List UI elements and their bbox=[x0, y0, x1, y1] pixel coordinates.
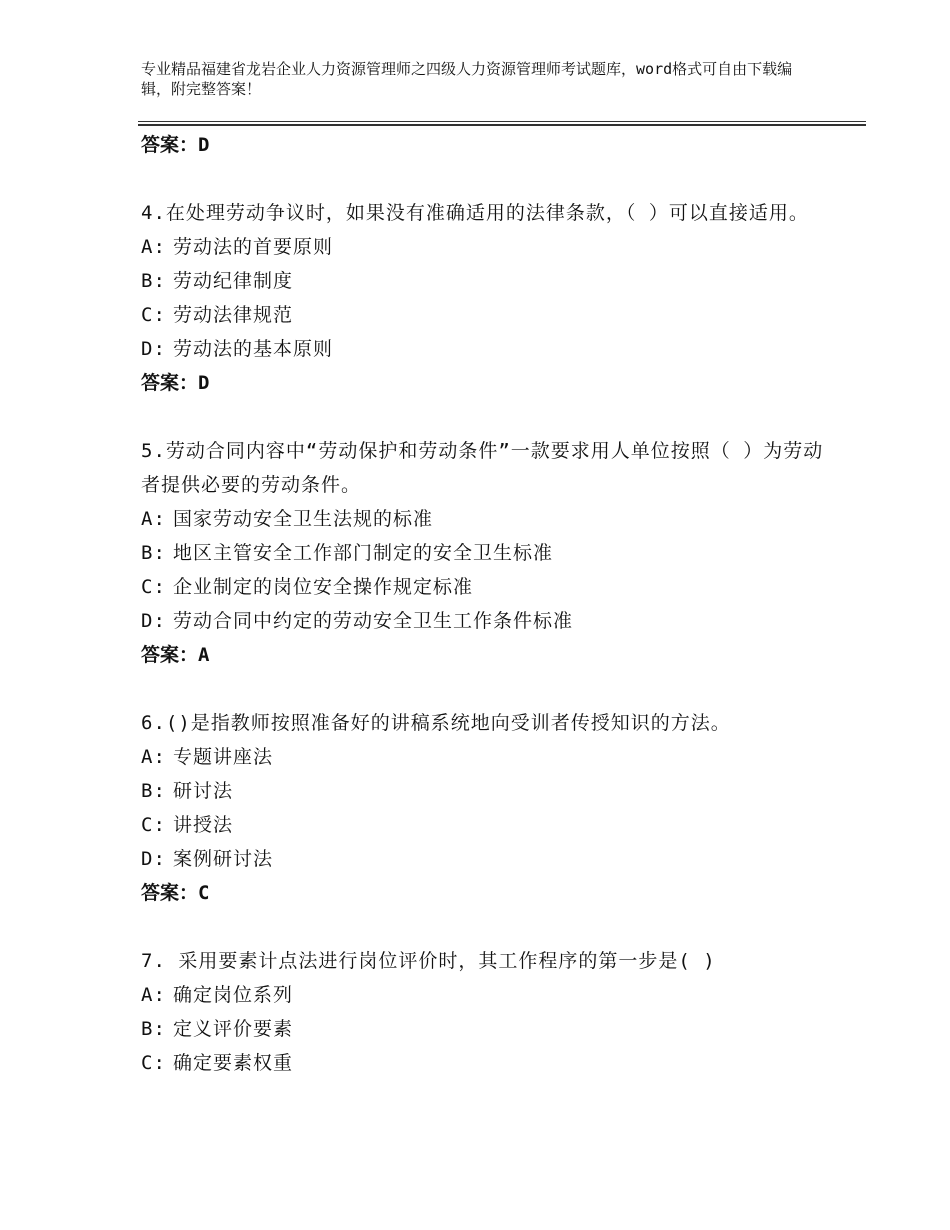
option-text: 案例研讨法 bbox=[173, 848, 274, 870]
question-text: 7. 采用要素计点法进行岗位评价时，其工作程序的第一步是( ) bbox=[141, 950, 716, 972]
option-letter: C: bbox=[141, 304, 166, 326]
option-text: 研讨法 bbox=[173, 780, 234, 802]
option-letter: C: bbox=[141, 1052, 166, 1074]
spacer bbox=[141, 400, 831, 434]
option-a bbox=[141, 978, 831, 1012]
option-text: 讲授法 bbox=[173, 814, 234, 836]
option-letter: A: bbox=[141, 508, 166, 530]
option-letter: D: bbox=[141, 338, 166, 360]
header-rule-thick bbox=[138, 124, 866, 126]
option-c bbox=[141, 1046, 831, 1080]
answer-line: 答案：A bbox=[141, 644, 210, 666]
option-text: 劳动纪律制度 bbox=[173, 270, 294, 292]
answer-line: 答案：D bbox=[141, 372, 210, 394]
option-letter: C: bbox=[141, 576, 166, 598]
option-text: 劳动法的基本原则 bbox=[173, 338, 334, 360]
option-text: 专题讲座法 bbox=[173, 746, 274, 768]
option-letter: B: bbox=[141, 1018, 166, 1040]
option-letter: A: bbox=[141, 984, 166, 1006]
option-text: 劳动合同中约定的劳动安全卫生工作条件标准 bbox=[173, 610, 574, 632]
option-c bbox=[141, 808, 831, 842]
question-block bbox=[141, 706, 831, 910]
question-block bbox=[141, 196, 831, 400]
option-letter: B: bbox=[141, 270, 166, 292]
document-header: 专业精品福建省龙岩企业人力资源管理师之四级人力资源管理师考试题库，word格式可自由下载编辑，附完整答案！ bbox=[141, 60, 793, 98]
option-b bbox=[141, 1012, 831, 1046]
option-letter: C: bbox=[141, 814, 166, 836]
option-d bbox=[141, 332, 831, 366]
question-block bbox=[141, 944, 831, 1080]
option-a bbox=[141, 740, 831, 774]
spacer bbox=[141, 910, 831, 944]
answer-line: 答案：C bbox=[141, 882, 210, 904]
option-d bbox=[141, 842, 831, 876]
option-letter: D: bbox=[141, 848, 166, 870]
option-letter: D: bbox=[141, 610, 166, 632]
option-letter: B: bbox=[141, 780, 166, 802]
option-letter: B: bbox=[141, 542, 166, 564]
spacer bbox=[141, 162, 831, 196]
option-text: 企业制定的岗位安全操作规定标准 bbox=[173, 576, 474, 598]
answer-line: 答案：D bbox=[141, 134, 210, 156]
option-letter: A: bbox=[141, 746, 166, 768]
option-text: 劳动法律规范 bbox=[173, 304, 294, 326]
option-d bbox=[141, 604, 831, 638]
option-b bbox=[141, 774, 831, 808]
option-a bbox=[141, 230, 831, 264]
option-a bbox=[141, 502, 831, 536]
spacer bbox=[141, 672, 831, 706]
option-text: 国家劳动安全卫生法规的标准 bbox=[173, 508, 434, 530]
option-text: 确定要素权重 bbox=[173, 1052, 294, 1074]
question-list bbox=[141, 128, 831, 1080]
option-text: 确定岗位系列 bbox=[173, 984, 294, 1006]
question-text: 5.劳动合同内容中“劳动保护和劳动条件”一款要求用人单位按照（ ）为劳动者提供必要的劳动条件。 bbox=[141, 440, 824, 496]
option-c bbox=[141, 298, 831, 332]
option-b bbox=[141, 536, 831, 570]
option-text: 定义评价要素 bbox=[173, 1018, 294, 1040]
option-letter: A: bbox=[141, 236, 166, 258]
question-block bbox=[141, 434, 831, 672]
option-c bbox=[141, 570, 831, 604]
header-rule-thin bbox=[138, 121, 866, 122]
question-text: 6.()是指教师按照准备好的讲稿系统地向受训者传授知识的方法。 bbox=[141, 712, 731, 734]
option-b bbox=[141, 264, 831, 298]
option-text: 劳动法的首要原则 bbox=[173, 236, 334, 258]
question-text: 4.在处理劳动争议时，如果没有准确适用的法律条款，（ ）可以直接适用。 bbox=[141, 202, 809, 224]
option-text: 地区主管安全工作部门制定的安全卫生标准 bbox=[173, 542, 554, 564]
